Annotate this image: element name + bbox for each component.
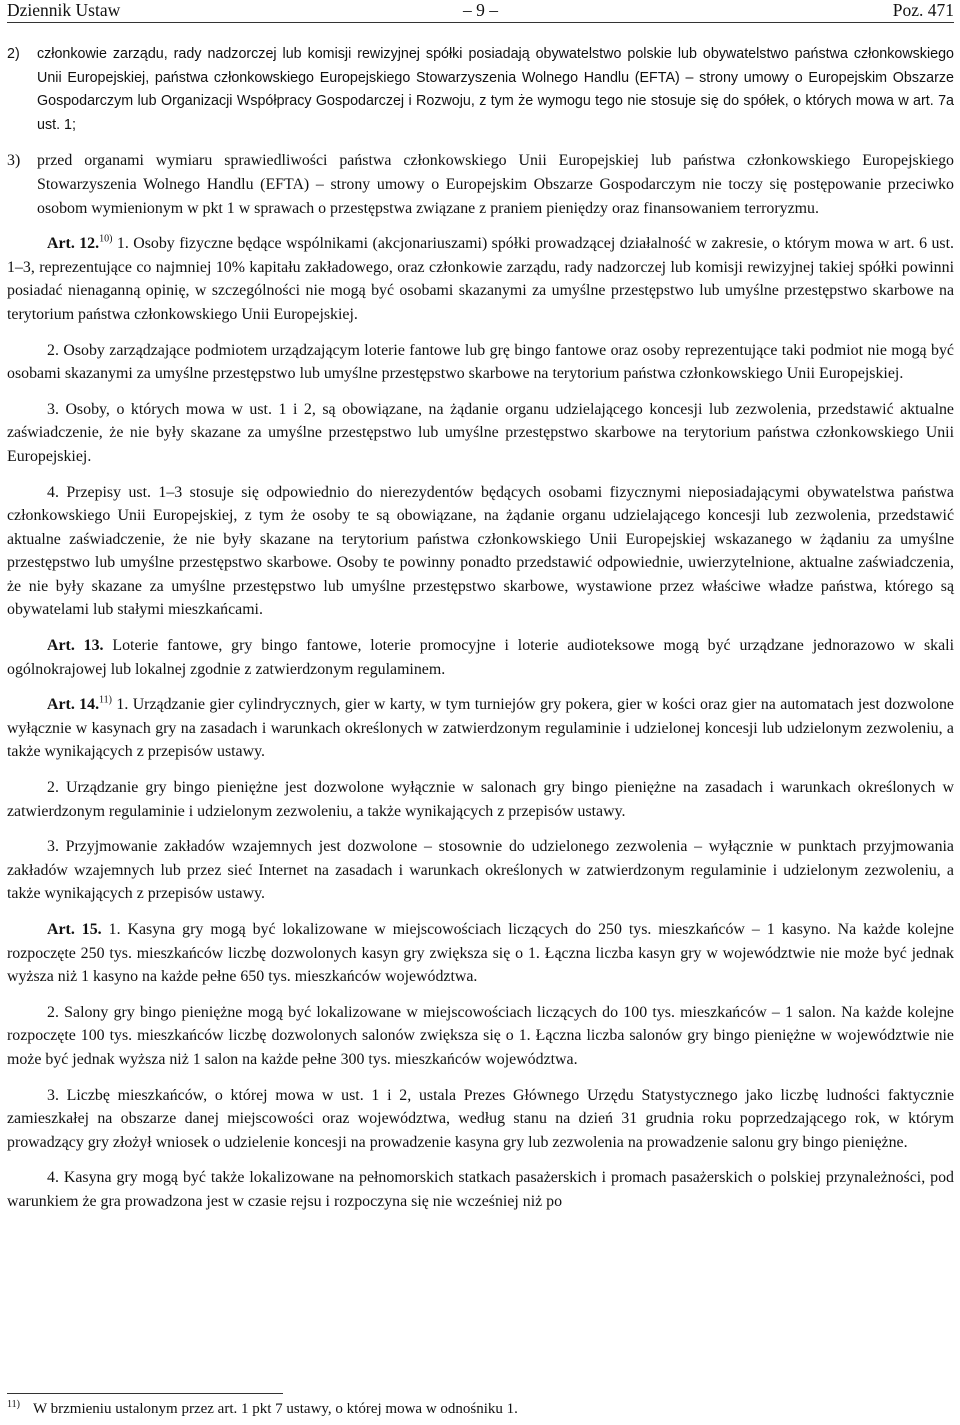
- paragraph-text: Loterie fantowe, gry bingo fantowe, loterie promocyjne i loterie audioteksowe mogą być urządzane jednorazowo w skali ogólnokrajowej lub lokalnej zgodnie z zatwierdzonym regulaminem.: [7, 637, 954, 678]
- article-12-paragraph-1: [7, 232, 954, 326]
- article-15-paragraph-2: 2. Salony gry bingo pieniężne mogą być lokalizowane w miejscowościach liczących do 100 tys. mieszkańców – 1 salon. Na każde kolejne rozpoczęte 100 tys. mieszkańców liczbę dozwolonych salonów zwiększa się o 1. Łączna liczba salonów gry bingo pieniężne w województwie nie może być jednak wyższa niż 1 salon na każde pełne 300 tys. mieszkańców województwa.: [7, 1003, 954, 1068]
- list-item-number: 2): [7, 46, 20, 62]
- list-item: [7, 149, 954, 220]
- list-item-number: 3): [7, 152, 21, 170]
- article-14-paragraph-2: 2. Urządzanie gry bingo pieniężne jest dozwolone wyłącznie w salonach gry bingo pieniężne na zasadach i warunkach określonych w zatwierdzonym regulaminie i udzielonym zezwoleniu, a także wynikających z przepisów ustawy.: [7, 779, 954, 820]
- document-body: [7, 43, 954, 1214]
- paragraph-text: 1. Urządzanie gier cylindrycznych, gier w karty, w tym turniejów gry pokera, gier w kości oraz gier na automatach jest dozwolone wyłącznie w kasynach gry na zasadach i warunkach określonych w zatwierdzonym regulaminie i udzielonej koncesji lub udzielonym zezwoleniu, a także wynikających z przepisów ustawy.: [7, 696, 954, 761]
- paragraph-text: 1. Kasyna gry mogą być lokalizowane w miejscowościach liczących do 250 tys. mieszkańców – 1 kasyno. Na każde kolejne rozpoczęte 250 tys. mieszkańców liczbę dozwolonych kasyn gry zwiększa się o 1. Łączna liczba kasyn gry w województwie nie może być jednak wyższa niż 1 kasyno na każde pełne 650 tys. mieszkańców województwa.: [7, 921, 954, 986]
- article-12-paragraph-3: 3. Osoby, o których mowa w ust. 1 i 2, są obowiązane, na żądanie organu udzielającego koncesji lub zezwolenia, przedstawić aktualne zaświadczenie, że nie były skazane za umyślne przestępstwo lub umyślne przestępstwo skarbowe na terytorium państwa członkowskiego Unii Europejskiej.: [7, 400, 954, 465]
- footnote-ref: 10): [99, 233, 113, 245]
- list-item-text: przed organami wymiaru sprawiedliwości państwa członkowskiego Unii Europejskiej lub państwa członkowskiego Europejskiego Stowarzyszenia Wolnego Handlu (EFTA) – strony umowy o Europejskim Obszarze Gospodarczym nie toczy się postępowanie przeciwko osobom wymienionym w pkt 1 w sprawach o przestępstwa związane z praniem pieniędzy oraz finansowaniem terroryzmu.: [37, 152, 954, 217]
- article-13-label: Art. 13.: [47, 637, 104, 655]
- footnote-ref: 11): [99, 694, 113, 706]
- list-item: [7, 43, 954, 137]
- journal-name: Dziennik Ustaw: [7, 0, 121, 20]
- article-12-label: Art. 12.: [47, 235, 100, 253]
- paragraph-text: 1. Osoby fizyczne będące wspólnikami (akcjonariuszami) spółki prowadzącej działalność w zakresie, o którym mowa w art. 6 ust. 1–3, reprezentujące co najmniej 10% kapitału zakładowego, oraz członkowie zarządu, rady nadzorczej lub komisji rewizyjnej takiej spółki powinni posiadać nienaganną opinię, w szczególności nie mogą być osobami skazanymi za umyślne przestępstwo lub umyślne przestępstwo skarbowe na terytorium państwa członkowskiego Unii Europejskiej.: [7, 235, 954, 323]
- header-divider: [7, 22, 954, 23]
- article-12-paragraph-4: 4. Przepisy ust. 1–3 stosuje się odpowiednio do nierezydentów będących osobami fizycznymi nieposiadającymi obywatelstwa państwa członkowskiego Unii Europejskiej, z tym że osoby te są obowiązane, na żądanie organu udzielającego koncesji lub zezwolenia, przedstawić aktualne zaświadczenie, że nie były skazane na terytorium państwa członkowskiego Unii Europejskiej wskazanego w żądaniu za umyślne przestępstwo lub umyślne przestępstwo skarbowe. Osoby te powinny ponadto przedstawić odpowiednie, uwierzytelnione, aktualne zaświadczenia, że nie były skazane za umyślne przestępstwo lub umyślne przestępstwo skarbowe, wystawione przez właściwe władze państwa, którego są obywatelami lub stałymi mieszkańcami.: [7, 483, 954, 619]
- article-12-paragraph-2: 2. Osoby zarządzające podmiotem urządzającym loterie fantowe lub grę bingo fantowe oraz osoby reprezentujące taki podmiot nie mogą być osobami skazanymi za umyślne przestępstwo lub umyślne przestępstwo skarbowe na terytorium państwa członkowskiego Unii Europejskiej.: [7, 341, 954, 383]
- article-15-label: Art. 15.: [47, 921, 102, 938]
- list-item-text: członkowie zarządu, rady nadzorczej lub komisji rewizyjnej spółki posiadają obywatelstwo polskie lub obywatelstwo państwa członkowskiego Unii Europejskiej, państwa członkowskiego Europejskiego Stowarzyszenia Wolnego Handlu (EFTA) – strony umowy o Europejskim Obszarze Gospodarczym lub Organizacji Współpracy Gospodarczej i Rozwoju, z tym że wymogu tego nie stosuje się do spółek, o których mowa w art. 7a ust. 1;: [37, 46, 954, 133]
- article-14-label: Art. 14.: [47, 696, 100, 714]
- footnote-text: W brzmieniu ustalonym przez art. 1 pkt 7 ustawy, o której mowa w odnośniku 1.: [33, 1401, 518, 1417]
- article-14-paragraph-1: [7, 693, 954, 764]
- article-15-paragraph-1: [7, 918, 954, 989]
- footnote-divider: [7, 1393, 283, 1394]
- page-number: – 9 –: [463, 0, 498, 20]
- article-13-paragraph: [7, 634, 954, 681]
- article-15-paragraph-3: 3. Liczbę mieszkańców, o której mowa w ust. 1 i 2, ustala Prezes Głównego Urzędu Statystycznego jako liczbę ludności faktycznie zamieszkałej na obszarze danej miejscowości oraz województwa, według stanu na dzień 31 grudnia roku poprzedzającego rok, w którym prowadzący gry złożył wniosek o udzielenie koncesji na prowadzenie kasyna gry lub zezwolenia na prowadzenie salonu gry bingo pieniężne.: [7, 1086, 954, 1151]
- position-number: Poz. 471: [892, 0, 954, 20]
- footnote: 11) W brzmieniu ustalonym przez art. 1 pkt 7 ustawy, o której mowa w odnośniku 1.: [7, 1399, 518, 1417]
- article-14-paragraph-3: 3. Przyjmowanie zakładów wzajemnych jest dozwolone – stosownie do udzielonego zezwolenia – wyłącznie w punktach przyjmowania zakładów wzajemnych lub przez sieć Internet na zasadach i warunkach określonych w zatwierdzonym regulaminie i udzielonym zezwoleniu, a także wynikających z przepisów ustawy.: [7, 838, 954, 903]
- article-15-paragraph-4: 4. Kasyna gry mogą być także lokalizowane na pełnomorskich statkach pasażerskich i promach pasażerskich o polskiej przynależności, pod warunkiem że gra prowadzona jest w czasie rejsu i rozpoczyna się nie wcześniej niż po: [7, 1169, 954, 1210]
